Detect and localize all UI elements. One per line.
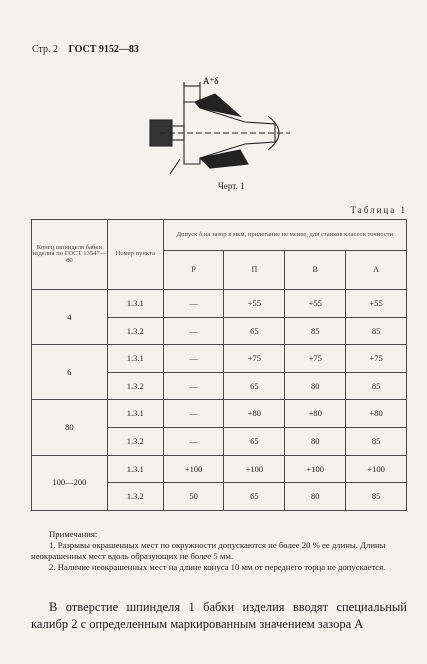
value-cell: +55: [224, 290, 285, 318]
paragraph-text: В отверстие шпинделя 1 бабки изделия вводят специальный калибр 2 с определенным маркированным значением зазора A: [31, 600, 407, 631]
item-cell: 1.3.1: [107, 345, 163, 373]
item-cell: 1.3.2: [107, 427, 163, 455]
table-title: Таблица 1: [350, 205, 407, 215]
col-header-tolerance: Допуск δ на зазор в мкм, прилегание не менее, для станков классов точности: [163, 220, 406, 251]
value-cell: —: [163, 317, 224, 345]
value-cell: +100: [224, 455, 285, 483]
table-row: [32, 290, 407, 318]
note-1: 1. Разрывы окрашенных мест по окружности допускаются не более 20 % ее длины. Длины неокрашенных мест вдоль образующих не более 5 мм.: [31, 540, 386, 561]
class-header: В: [285, 251, 346, 290]
value-cell: +75: [346, 345, 407, 373]
value-cell: 65: [224, 317, 285, 345]
class-header: П: [224, 251, 285, 290]
page-header: [32, 44, 139, 55]
gost-number: ГОСТ 9152—83: [68, 44, 139, 55]
value-cell: —: [163, 372, 224, 400]
technical-drawing: [140, 64, 300, 182]
col-header-item: Номер пункта: [107, 220, 163, 290]
value-cell: 85: [346, 483, 407, 511]
value-cell: 80: [285, 483, 346, 511]
table-row: [32, 455, 407, 483]
body-paragraph: [31, 599, 407, 633]
col-header-spindle: Конец шпинделя бабки изделия по ГОСТ 13547—80: [32, 220, 108, 290]
value-cell: —: [163, 345, 224, 373]
value-cell: 65: [224, 483, 285, 511]
value-cell: +100: [285, 455, 346, 483]
spindle-cell: 6: [32, 345, 108, 400]
note-2: 2. Наличие неокрашенных мест на длине конуса 10 мм от переднего торца не допускается.: [49, 562, 386, 572]
notes-block: [31, 529, 407, 573]
value-cell: +55: [346, 290, 407, 318]
value-cell: +80: [285, 400, 346, 428]
page-number: Стр. 2: [32, 44, 59, 55]
value-cell: 85: [346, 427, 407, 455]
table-row: [32, 345, 407, 373]
item-cell: 1.3.2: [107, 372, 163, 400]
value-cell: 65: [224, 427, 285, 455]
value-cell: +55: [285, 290, 346, 318]
notes-heading: Примечания:: [49, 529, 98, 539]
value-cell: 85: [346, 317, 407, 345]
figure-caption: Черт. 1: [218, 181, 245, 191]
class-header: Р: [163, 251, 224, 290]
value-cell: +80: [224, 400, 285, 428]
value-cell: 80: [285, 372, 346, 400]
spindle-cell: 80: [32, 400, 108, 455]
table-row: [32, 400, 407, 428]
item-cell: 1.3.1: [107, 455, 163, 483]
value-cell: +80: [346, 400, 407, 428]
item-cell: 1.3.1: [107, 400, 163, 428]
item-cell: 1.3.2: [107, 317, 163, 345]
item-cell: 1.3.1: [107, 290, 163, 318]
spindle-cell: 4: [32, 290, 108, 345]
value-cell: 85: [285, 317, 346, 345]
dimension-label: A⁺δ: [203, 76, 219, 86]
spindle-cell: 100—200: [32, 455, 108, 510]
value-cell: —: [163, 290, 224, 318]
value-cell: +100: [163, 455, 224, 483]
value-cell: +100: [346, 455, 407, 483]
value-cell: —: [163, 400, 224, 428]
value-cell: —: [163, 427, 224, 455]
tolerance-table: [31, 219, 407, 511]
value-cell: 85: [346, 372, 407, 400]
value-cell: +75: [224, 345, 285, 373]
item-cell: 1.3.2: [107, 483, 163, 511]
value-cell: 50: [163, 483, 224, 511]
value-cell: +75: [285, 345, 346, 373]
value-cell: 65: [224, 372, 285, 400]
value-cell: 80: [285, 427, 346, 455]
class-header: А: [346, 251, 407, 290]
